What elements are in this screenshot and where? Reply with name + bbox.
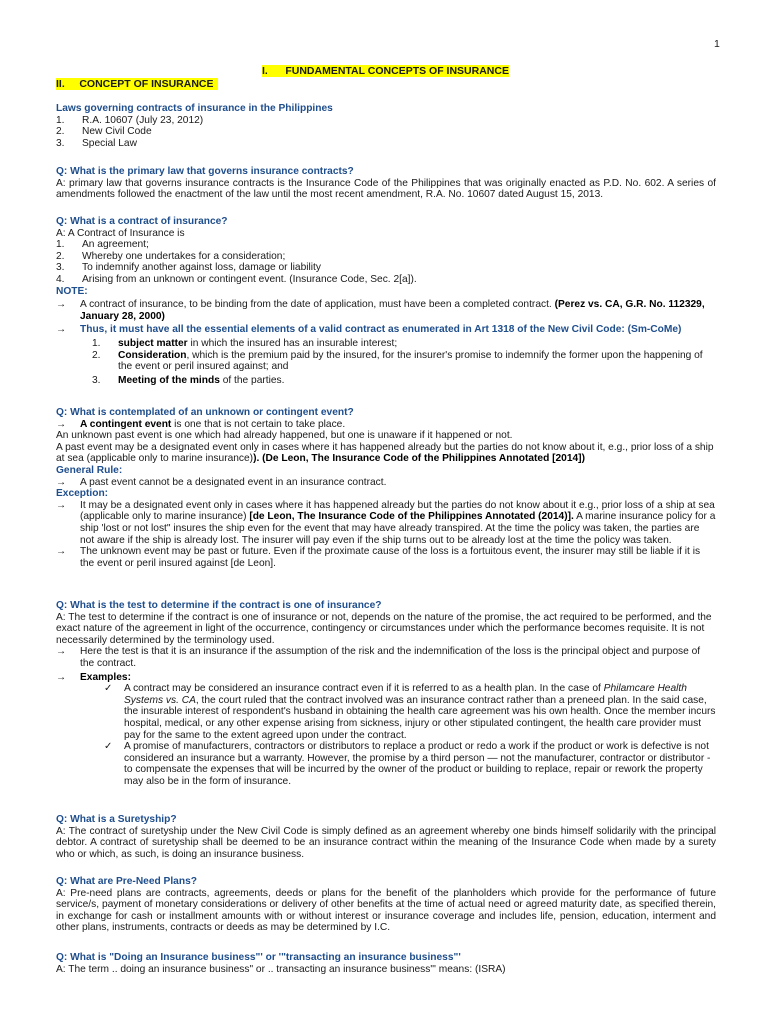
q2-block: [56, 216, 716, 386]
answer: A: The term .. doing an insurance business" or .. transacting an insurance business"' means: (ISRA): [56, 963, 506, 975]
test-item: → Here the test is that it is an insurance if the assumption of the risk and the indemnification of the loss is the principal object and purpose of the contract.: [56, 646, 701, 669]
general-rule-label: General Rule:: [56, 464, 123, 476]
answer: A: The test to determine if the contract is one of insurance or not, depends on the nature of the promise, the act required to be performed, and the exact nature of the agreement in light of the occurrence, contingency or circumstances under which the performance becomes requisite. It is not necessarily determined by the terminology used.: [56, 611, 712, 646]
exception-label: Exception:: [56, 488, 109, 500]
rule-item: → A past event cannot be a designated event in an insurance contract.: [56, 476, 387, 488]
list-item: 1. subject matter in which the insured has an insurable interest;: [92, 337, 398, 349]
question: Q: What are Pre-Need Plans?: [56, 876, 197, 887]
q3-block: [56, 407, 716, 569]
page-number: 1: [714, 38, 720, 50]
list-item: 1. R.A. 10607 (July 23, 2012): [56, 114, 204, 126]
q5-block: [56, 814, 716, 860]
question: Q: What is contemplated of an unknown or contingent event?: [56, 407, 354, 418]
question: Q: What is "Doing an Insurance business"' or '"transacting an insurance business"': [56, 952, 461, 963]
answer: A: Pre-need plans are contracts, agreements, deeds or plans for the benefit of the planholders which provide for the performance of future service/s, payment of monetary considerations or delivery of other benefits at the time of actual need or agreed maturity date, as specified therein, in exchange for cash or installment amounts with or without interest or insurance coverage and includes life, pension, education, interment and other plans, instruments, contracts or deeds as may be determined by I.C.: [56, 887, 716, 934]
list-item: 3. Special Law: [56, 137, 137, 149]
list-item: 2. Whereby one undertakes for a consideration;: [56, 250, 286, 262]
answer: A: primary law that governs insurance contracts is the Insurance Code of the Philippines that was originally enacted as P.D. No. 602. A series of amendments followed the enactment of the law until the most recent amendment, R.A. No. 10607 dated August 15, 2013.: [56, 177, 716, 201]
arrow-icon: →: [56, 671, 67, 683]
note-item: → Thus, it must have all the essential elements of a valid contract as enumerated in Art 1318 of the New Civil Code: (Sm-CoMe): [56, 324, 682, 336]
q4-block: [56, 600, 716, 788]
example-item: ✓ A contract may be considered an insurance contract even if it is referred to as a health plan. In the case of Philamcare Health Systems vs. CA, the court ruled that the contract involved was an insurance contract rather than a preneed plan. In the said case, the insurable interest of respondent's husband in obtaining the health care agreement was his own health. Once the member incurs hospital, medical, or any other expense arising from sickness, injury or other stipulated contingent, the health care provider must pay for the same to the extent agreed upon under the contract.: [104, 683, 716, 741]
laws-title: Laws governing contracts of insurance in the Philippines: [56, 103, 333, 114]
list-item: 2. New Civil Code: [56, 126, 152, 138]
note-item: → A contract of insurance, to be binding from the date of application, must have been a completed contract. (Perez vs. CA, G.R. No. 112329, January 28, 2000): [56, 299, 705, 322]
laws-block: [56, 103, 716, 149]
list-item: 3. To indemnify another against loss, damage or liability: [56, 262, 321, 274]
answer: A: The contract of suretyship under the New Civil Code is simply defined as an agreement whereby one binds himself solidarily with the principal debtor. A contract of suretyship shall be deemed to be an insurance contract within the meaning of the Insurance Code when made by a surety who or which, as such, is doing an insurance business.: [56, 825, 716, 860]
q6-block: [56, 876, 716, 934]
section-heading: II. CONCEPT OF INSURANCE: [56, 78, 218, 90]
check-icon: ✓: [104, 683, 113, 695]
exception-item: → The unknown event may be past or future. Even if the proximate cause of the loss is a fortuitous event, the insurer may still be liable if it is the event or peril insured against [de Leon].: [56, 546, 701, 569]
arrow-icon: →: [56, 299, 67, 311]
arrow-icon: →: [56, 546, 67, 558]
list-item: 3. Meeting of the minds of the parties.: [92, 374, 285, 386]
list-item: 1. An agreement;: [56, 239, 149, 251]
list-item: 4. Arising from an unknown or contingent event. (Insurance Code, Sec. 2[a]).: [56, 273, 417, 285]
exception-item: → It may be a designated event only in cases where it has happened already but the parties do not know about it e.g., prior loss of a ship at sea (applicable only to marine insurance) [de Leon, The Insurance Code of the Philippines Annotated (2014)]. A marine insurance policy for a ship 'lost or not lost" insures the ship even for the event that may have already transpired. At the time the policy was taken, the parties are not aware if the ship is already lost. The insurer will pay even if the ship turns out to be already lost at the time the policy was taken.: [56, 499, 716, 546]
arrow-icon: →: [56, 418, 67, 430]
example-item: ✓ A promise of manufacturers, contractors or distributors to replace a product or redo a work if the product or work is defective is not considered an insurance but a warranty. However, the promise by a third person — not the manufacturer, contractor or distributor - to compensate the expenses that will be incurred by the owner of the product or building to replace, repair or rework the property may also be in the form of insurance.: [104, 741, 711, 787]
paragraph: An unknown past event is one which had already happened, but one is unaware if it happened or not.: [56, 430, 513, 442]
question: Q: What is a Suretyship?: [56, 814, 177, 825]
answer-intro: A: A Contract of Insurance is: [56, 227, 185, 239]
arrow-icon: →: [56, 324, 67, 336]
q1-block: [56, 166, 716, 201]
check-icon: ✓: [104, 741, 113, 753]
arrow-icon: →: [56, 476, 67, 488]
definition: → A contingent event is one that is not certain to take place.: [56, 418, 346, 430]
question: Q: What is the primary law that governs insurance contracts?: [56, 166, 354, 177]
main-heading: I. FUNDAMENTAL CONCEPTS OF INSURANCE: [262, 65, 509, 77]
list-item: 2. Consideration, which is the premium paid by the insured, for the insurer's promise to indemnify the former upon the happening of the event or peril insured against; and: [92, 349, 703, 373]
question: Q: What is a contract of insurance?: [56, 216, 228, 227]
q7-block: [56, 952, 716, 975]
arrow-icon: →: [56, 499, 67, 511]
paragraph: A past event may be a designated event only in cases where it has happened already but the parties do not know about it, e.g., prior loss of a ship at sea (applicable only to marine insurance)). (De Leon, The Insurance Code of the Philippines Annotated [2014]): [56, 441, 714, 465]
examples-label: → Examples:: [56, 671, 131, 683]
question: Q: What is the test to determine if the contract is one of insurance?: [56, 600, 382, 611]
arrow-icon: →: [56, 646, 67, 658]
note-label: NOTE:: [56, 285, 88, 297]
